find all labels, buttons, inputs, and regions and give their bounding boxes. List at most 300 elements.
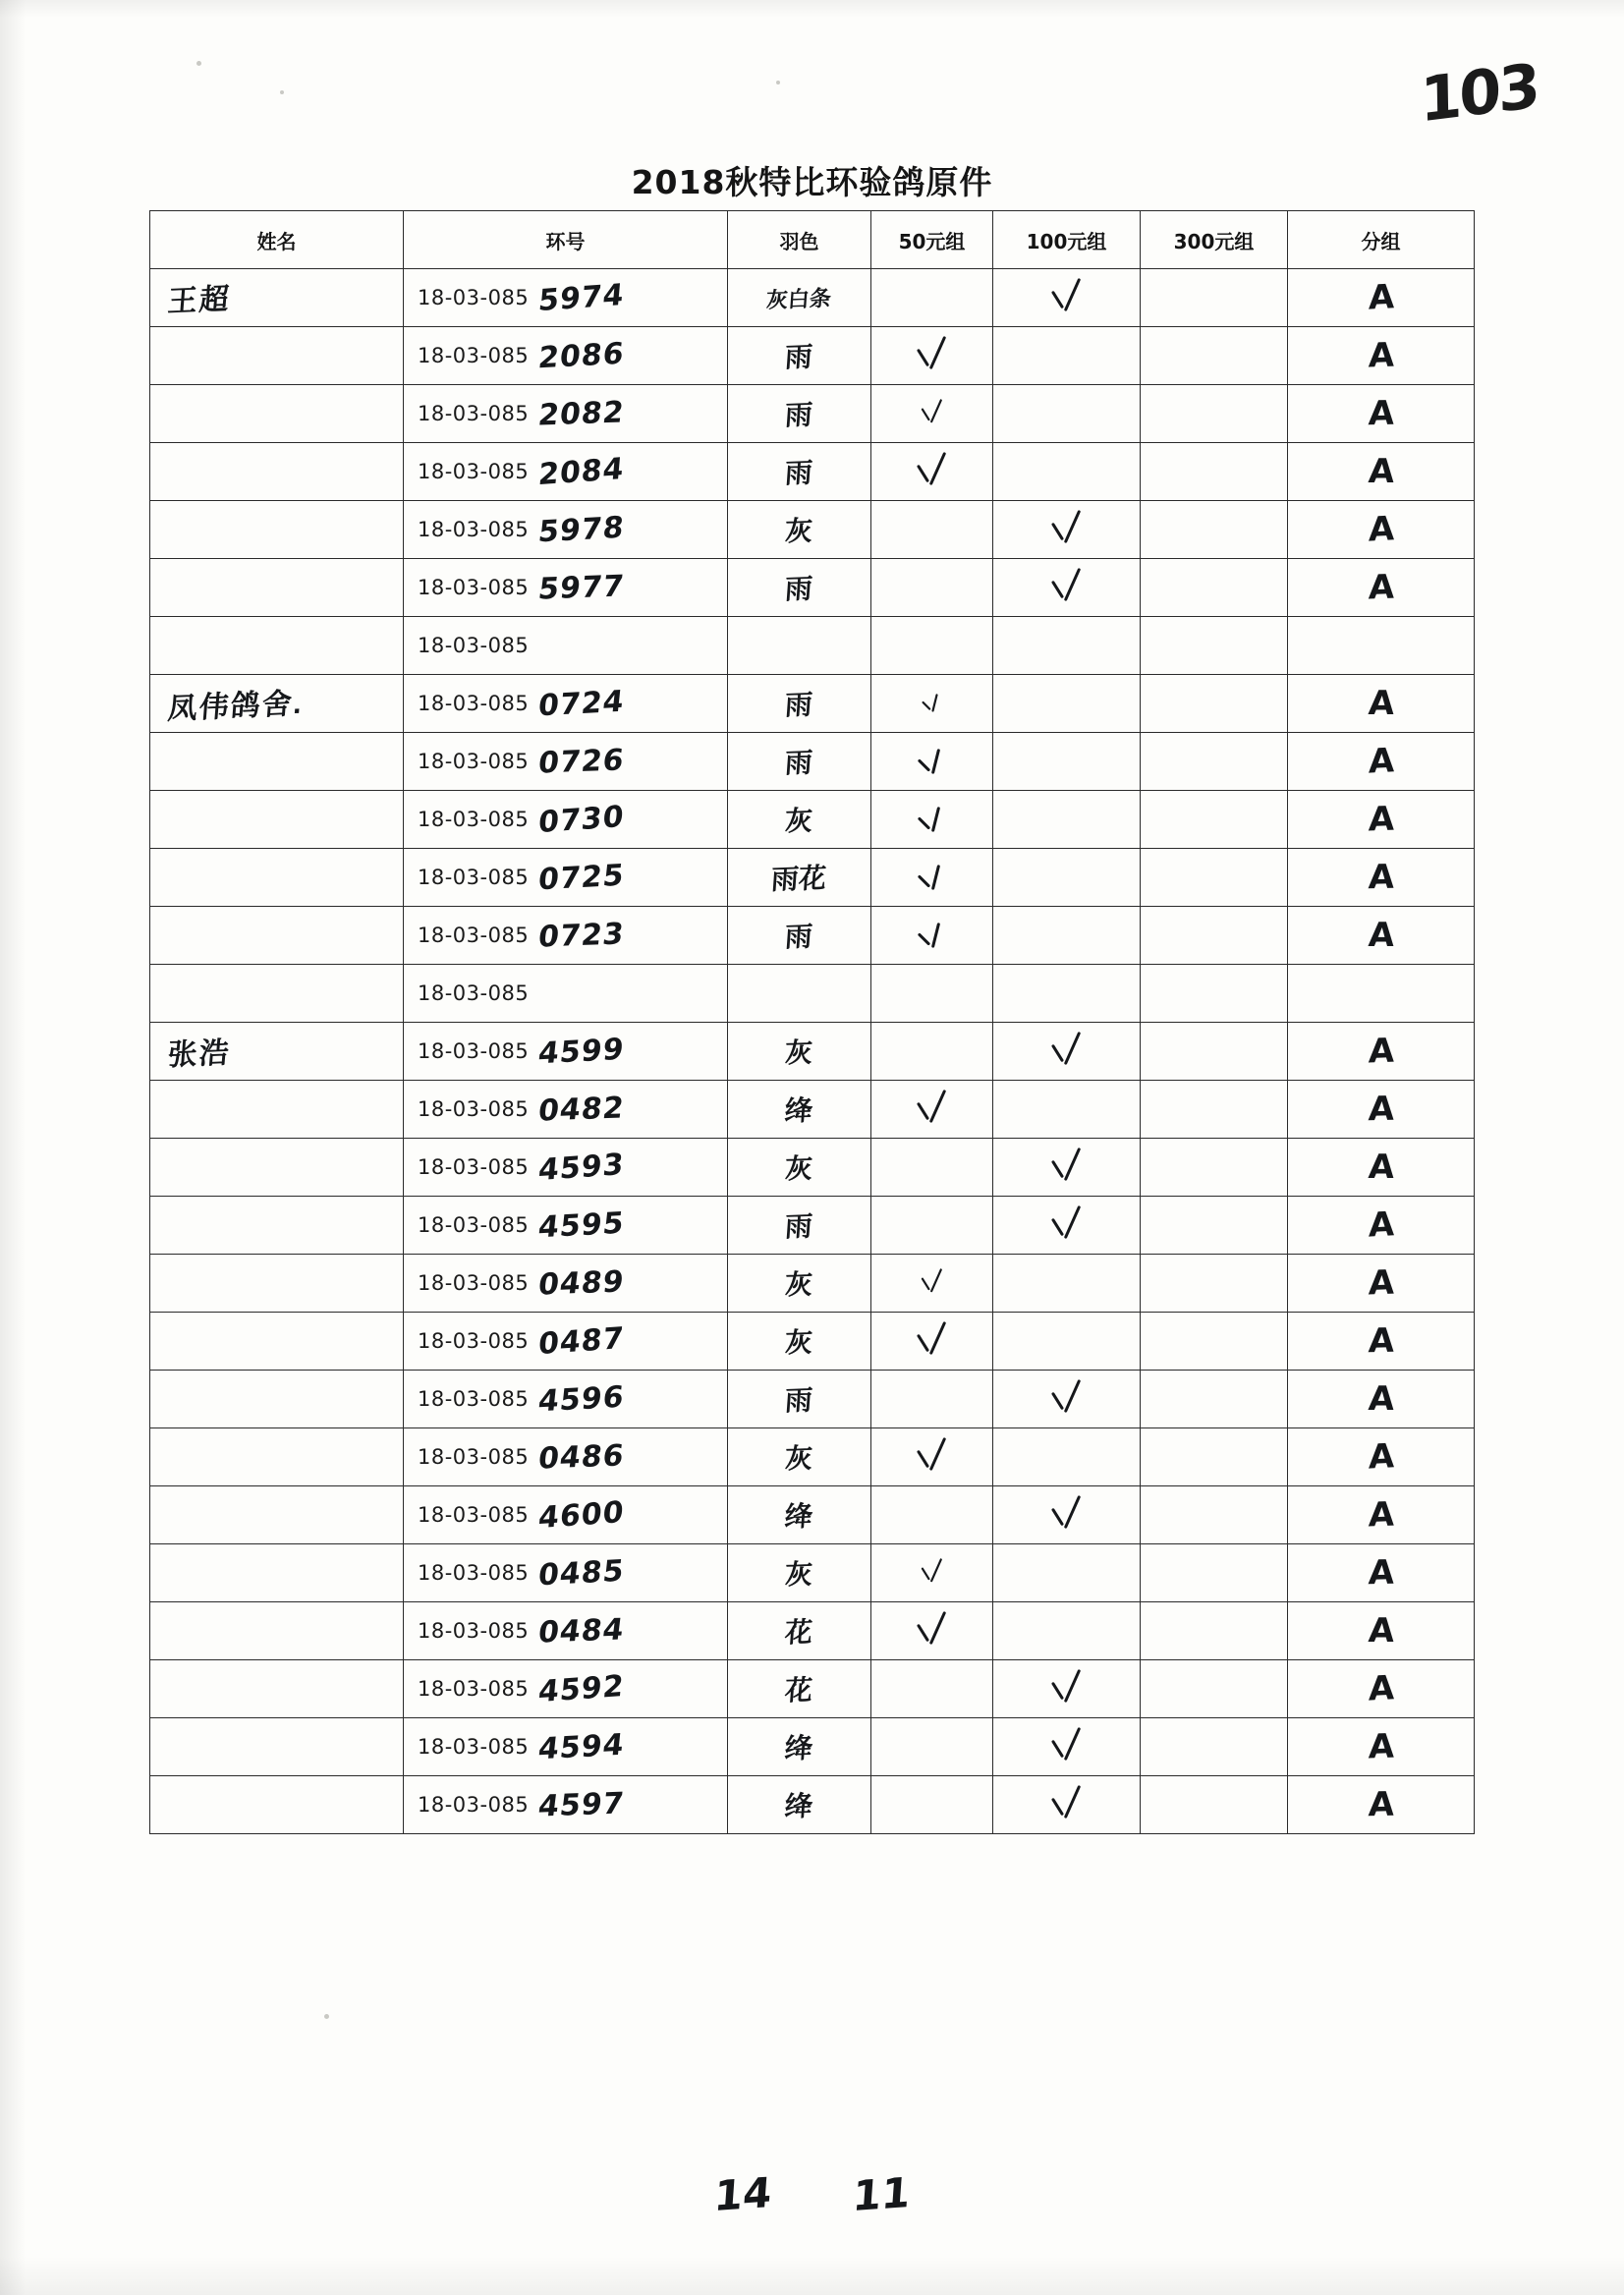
- cell-check-300: [1141, 1428, 1288, 1486]
- cell-feather-color: [728, 1660, 871, 1718]
- ring-serial-text: 4596: [536, 1379, 627, 1419]
- cell-check-300: [1141, 965, 1288, 1023]
- cell-check-100: [993, 1602, 1141, 1660]
- grouping-text: A: [1368, 741, 1393, 782]
- table-row: [150, 559, 1475, 617]
- feather-color-text: 花: [784, 1616, 814, 1649]
- page-title: 2018秋特比环验鸽原件: [631, 163, 993, 201]
- cell-feather-color: [728, 269, 871, 327]
- cell-grouping: [1288, 1197, 1475, 1255]
- cell-check-100: [993, 1313, 1141, 1371]
- grouping-text: A: [1368, 1436, 1393, 1478]
- cell-check-100: [993, 733, 1141, 791]
- grouping-text: A: [1368, 1668, 1393, 1709]
- table-row: [150, 617, 1475, 675]
- cell-check-50: [871, 385, 993, 443]
- cell-feather-color: [728, 1602, 871, 1660]
- footer-count-2: 11: [851, 2167, 912, 2221]
- cell-owner-name: [150, 617, 404, 675]
- ring-serial-text: 5974: [536, 277, 627, 318]
- table-row: [150, 965, 1475, 1023]
- ring-prefix-text: 18-03-085: [418, 808, 530, 831]
- checkmark-icon: [1045, 1667, 1089, 1707]
- ring-serial-text: 2082: [536, 394, 627, 433]
- table-row: [150, 1081, 1475, 1139]
- ring-serial-text: 2086: [536, 336, 627, 375]
- ring-prefix-text: 18-03-085: [418, 1155, 530, 1179]
- ring-serial-text: 0486: [536, 1437, 627, 1477]
- feather-color-text: 灰: [784, 515, 814, 547]
- ring-serial-text: 5978: [536, 510, 627, 549]
- feather-color-text: 灰: [784, 1152, 814, 1185]
- checkmark-icon: [1045, 566, 1089, 605]
- scan-speck: [280, 90, 284, 94]
- cell-feather-color: [728, 1081, 871, 1139]
- feather-color-text: 灰白条: [765, 285, 833, 313]
- cell-check-100: [993, 1660, 1141, 1718]
- cell-check-300: [1141, 1313, 1288, 1371]
- cell-check-300: [1141, 1139, 1288, 1197]
- grouping-text: A: [1367, 916, 1395, 955]
- cell-owner-name: [150, 1023, 404, 1081]
- cell-grouping: [1288, 1544, 1475, 1602]
- grouping-text: A: [1368, 1726, 1394, 1767]
- ring-serial-text: 0725: [536, 858, 627, 897]
- owner-name-text: 王超: [166, 283, 232, 319]
- cell-feather-color: [728, 1197, 871, 1255]
- cell-ring-number: [404, 1602, 728, 1660]
- checkmark-icon: [911, 914, 954, 953]
- checkmark-icon: [917, 1267, 948, 1296]
- cell-feather-color: [728, 733, 871, 791]
- table-row: [150, 1023, 1475, 1081]
- cell-check-50: [871, 1313, 993, 1371]
- ring-serial-text: 0487: [536, 1320, 627, 1362]
- owner-name-text: 凤伟鸽舍.: [166, 687, 306, 726]
- cell-grouping: [1288, 1139, 1475, 1197]
- cell-grouping: [1288, 617, 1475, 675]
- cell-ring-number: [404, 269, 728, 327]
- grouping-text: A: [1368, 1494, 1394, 1536]
- grouping-text: A: [1368, 1320, 1394, 1362]
- ring-serial-text: 0730: [536, 799, 627, 840]
- cell-feather-color: [728, 501, 871, 559]
- footer-count-1: 14: [712, 2167, 773, 2221]
- cell-grouping: [1288, 1313, 1475, 1371]
- table-row: [150, 1544, 1475, 1602]
- cell-ring-number: [404, 385, 728, 443]
- cell-check-100: [993, 1255, 1141, 1313]
- cell-feather-color: [728, 675, 871, 733]
- ring-prefix-text: 18-03-085: [418, 1677, 530, 1701]
- cell-owner-name: [150, 327, 404, 385]
- cell-check-100: [993, 965, 1141, 1023]
- cell-owner-name: [150, 1197, 404, 1255]
- cell-check-300: [1141, 327, 1288, 385]
- cell-check-100: [993, 1486, 1141, 1544]
- checkmark-icon: [911, 1319, 954, 1359]
- cell-check-100: [993, 385, 1141, 443]
- feather-color-text: 花: [784, 1674, 814, 1707]
- feather-color-text: 灰: [784, 1326, 814, 1359]
- cell-check-50: [871, 617, 993, 675]
- ring-serial-text: 0485: [536, 1553, 627, 1593]
- feather-color-text: 绛: [784, 1790, 814, 1822]
- cell-check-300: [1141, 1544, 1288, 1602]
- grouping-text: A: [1368, 799, 1394, 840]
- ring-serial-text: 0726: [536, 742, 627, 781]
- cell-ring-number: [404, 559, 728, 617]
- ring-prefix-text: 18-03-085: [418, 1445, 530, 1469]
- cell-feather-color: [728, 791, 871, 849]
- cell-check-300: [1141, 675, 1288, 733]
- cell-ring-number: [404, 1428, 728, 1486]
- feather-color-text: 雨: [784, 1210, 814, 1243]
- cell-check-50: [871, 965, 993, 1023]
- cell-check-100: [993, 1428, 1141, 1486]
- ring-prefix-text: 18-03-085: [418, 1793, 530, 1817]
- table-row: [150, 1486, 1475, 1544]
- cell-feather-color: [728, 1486, 871, 1544]
- checkmark-icon: [911, 798, 954, 837]
- cell-feather-color: [728, 327, 871, 385]
- feather-color-text: 雨: [784, 457, 814, 489]
- grouping-text: A: [1368, 509, 1393, 550]
- ring-serial-text: 4597: [536, 1785, 627, 1824]
- table-row: [150, 1428, 1475, 1486]
- cell-owner-name: [150, 1486, 404, 1544]
- ring-prefix-text: 18-03-085: [418, 1039, 530, 1063]
- cell-ring-number: [404, 1660, 728, 1718]
- ring-prefix-text: 18-03-085: [418, 286, 530, 309]
- cell-grouping: [1288, 849, 1475, 907]
- cell-grouping: [1288, 1371, 1475, 1428]
- feather-color-text: 雨: [784, 921, 814, 953]
- cell-feather-color: [728, 1776, 871, 1834]
- table-row: [150, 1776, 1475, 1834]
- ring-prefix-text: 18-03-085: [418, 344, 530, 367]
- cell-check-300: [1141, 791, 1288, 849]
- cell-ring-number: [404, 733, 728, 791]
- feather-color-text: 绛: [784, 1500, 814, 1533]
- grouping-text: A: [1367, 1379, 1395, 1419]
- cell-ring-number: [404, 327, 728, 385]
- cell-owner-name: [150, 1660, 404, 1718]
- feather-color-text: 绛: [784, 1732, 814, 1764]
- cell-owner-name: [150, 559, 404, 617]
- cell-grouping: [1288, 1023, 1475, 1081]
- feather-color-text: 灰: [784, 1036, 814, 1069]
- ring-prefix-text: 18-03-085: [418, 518, 530, 541]
- grouping-text: A: [1367, 1611, 1395, 1651]
- cell-check-50: [871, 1602, 993, 1660]
- scan-shadow-bottom: [0, 2256, 1624, 2295]
- cell-grouping: [1288, 269, 1475, 327]
- cell-ring-number: [404, 965, 728, 1023]
- header-feather-color: 羽色: [728, 211, 871, 269]
- cell-check-50: [871, 327, 993, 385]
- checkmark-icon: [1045, 1203, 1089, 1243]
- feather-color-text: 雨: [784, 689, 814, 721]
- cell-ring-number: [404, 791, 728, 849]
- ring-serial-text: 4594: [536, 1727, 627, 1766]
- cell-grouping: [1288, 1255, 1475, 1313]
- table-row: [150, 675, 1475, 733]
- cell-ring-number: [404, 1718, 728, 1776]
- cell-check-100: [993, 675, 1141, 733]
- ring-prefix-text: 18-03-085: [418, 692, 530, 715]
- cell-ring-number: [404, 675, 728, 733]
- table-row: [150, 791, 1475, 849]
- grouping-text: A: [1368, 1089, 1394, 1130]
- checkmark-icon: [917, 1557, 948, 1586]
- checkmark-icon: [911, 856, 954, 895]
- ring-prefix-text: 18-03-085: [418, 634, 530, 657]
- checkmark-icon: [1045, 1146, 1089, 1185]
- cell-feather-color: [728, 443, 871, 501]
- table-row: [150, 269, 1475, 327]
- cell-owner-name: [150, 1255, 404, 1313]
- ring-prefix-text: 18-03-085: [418, 866, 530, 889]
- scan-speck: [196, 61, 201, 66]
- table-row: [150, 1718, 1475, 1776]
- owner-name-text: 张浩: [166, 1036, 232, 1073]
- cell-check-50: [871, 1255, 993, 1313]
- cell-check-100: [993, 617, 1141, 675]
- feather-color-text: 雨: [784, 747, 814, 779]
- cell-owner-name: [150, 965, 404, 1023]
- header-grouping: 分组: [1288, 211, 1475, 269]
- table-row: [150, 327, 1475, 385]
- cell-feather-color: [728, 559, 871, 617]
- ring-serial-text: 0482: [536, 1090, 627, 1129]
- cell-check-50: [871, 1776, 993, 1834]
- checkmark-icon: [1045, 1783, 1089, 1822]
- cell-check-300: [1141, 617, 1288, 675]
- cell-ring-number: [404, 617, 728, 675]
- table-row: [150, 1660, 1475, 1718]
- cell-ring-number: [404, 1544, 728, 1602]
- header-name: 姓名: [150, 211, 404, 269]
- cell-check-50: [871, 1371, 993, 1428]
- cell-feather-color: [728, 385, 871, 443]
- cell-ring-number: [404, 1313, 728, 1371]
- cell-check-50: [871, 1139, 993, 1197]
- ring-prefix-text: 18-03-085: [418, 1561, 530, 1585]
- checkmark-icon: [1045, 1493, 1089, 1533]
- cell-owner-name: [150, 675, 404, 733]
- cell-check-100: [993, 1371, 1141, 1428]
- table-row: [150, 1313, 1475, 1371]
- feather-color-text: 雨: [784, 573, 814, 605]
- checkmark-icon: [1045, 1377, 1089, 1417]
- footer-counts: [0, 2167, 1624, 2221]
- ring-prefix-text: 18-03-085: [418, 576, 530, 599]
- cell-owner-name: [150, 1313, 404, 1371]
- cell-ring-number: [404, 907, 728, 965]
- cell-check-300: [1141, 501, 1288, 559]
- grouping-text: A: [1368, 857, 1394, 898]
- cell-owner-name: [150, 1081, 404, 1139]
- cell-ring-number: [404, 1776, 728, 1834]
- scan-shadow-top: [0, 0, 1624, 18]
- cell-check-300: [1141, 849, 1288, 907]
- table-row: [150, 501, 1475, 559]
- cell-ring-number: [404, 1023, 728, 1081]
- table-row: [150, 1255, 1475, 1313]
- cell-check-100: [993, 1718, 1141, 1776]
- cell-grouping: [1288, 907, 1475, 965]
- cell-owner-name: [150, 1139, 404, 1197]
- cell-feather-color: [728, 1718, 871, 1776]
- cell-owner-name: [150, 1428, 404, 1486]
- cell-check-300: [1141, 1023, 1288, 1081]
- cell-grouping: [1288, 1660, 1475, 1718]
- checkmark-icon: [911, 740, 954, 779]
- cell-owner-name: [150, 1602, 404, 1660]
- grouping-text: A: [1368, 567, 1394, 608]
- cell-grouping: [1288, 733, 1475, 791]
- cell-check-50: [871, 733, 993, 791]
- cell-check-50: [871, 1486, 993, 1544]
- table-row: [150, 1197, 1475, 1255]
- cell-ring-number: [404, 1255, 728, 1313]
- ring-prefix-text: 18-03-085: [418, 1503, 530, 1527]
- cell-check-100: [993, 1023, 1141, 1081]
- checkmark-icon: [911, 1609, 954, 1649]
- checkmark-icon: [911, 334, 954, 373]
- cell-owner-name: [150, 1776, 404, 1834]
- feather-color-text: 雨: [784, 341, 814, 373]
- table-row: [150, 385, 1475, 443]
- cell-grouping: [1288, 1486, 1475, 1544]
- cell-grouping: [1288, 1602, 1475, 1660]
- cell-check-300: [1141, 1081, 1288, 1139]
- checkmark-icon: [911, 1435, 954, 1475]
- cell-check-50: [871, 1081, 993, 1139]
- cell-ring-number: [404, 443, 728, 501]
- ring-prefix-text: 18-03-085: [418, 1271, 530, 1295]
- grouping-text: A: [1367, 1148, 1395, 1187]
- cell-feather-color: [728, 1139, 871, 1197]
- cell-grouping: [1288, 675, 1475, 733]
- ring-serial-text: 5977: [536, 568, 627, 607]
- cell-check-300: [1141, 443, 1288, 501]
- table-header-row: [150, 211, 1475, 269]
- ring-serial-text: 4593: [536, 1147, 627, 1188]
- cell-check-50: [871, 1718, 993, 1776]
- checkmark-icon: [1045, 276, 1089, 315]
- feather-color-text: 灰: [784, 805, 814, 837]
- cell-check-50: [871, 1428, 993, 1486]
- feather-color-text: 雨: [784, 1384, 814, 1417]
- ring-prefix-text: 18-03-085: [418, 1329, 530, 1353]
- cell-owner-name: [150, 385, 404, 443]
- ring-prefix-text: 18-03-085: [418, 1619, 530, 1643]
- table-body: [150, 269, 1475, 1834]
- cell-grouping: [1288, 327, 1475, 385]
- cell-check-300: [1141, 1718, 1288, 1776]
- grouping-text: A: [1368, 335, 1394, 376]
- cell-check-100: [993, 1081, 1141, 1139]
- ring-prefix-text: 18-03-085: [418, 1097, 530, 1121]
- cell-grouping: [1288, 1081, 1475, 1139]
- cell-ring-number: [404, 1486, 728, 1544]
- grouping-text: A: [1368, 1784, 1394, 1825]
- checkmark-icon: [911, 1088, 954, 1127]
- ring-prefix-text: 18-03-085: [418, 1387, 530, 1411]
- table-row: [150, 907, 1475, 965]
- grouping-text: A: [1367, 452, 1395, 491]
- cell-check-100: [993, 443, 1141, 501]
- cell-check-300: [1141, 1602, 1288, 1660]
- checkmark-icon: [917, 688, 948, 716]
- cell-ring-number: [404, 849, 728, 907]
- cell-check-300: [1141, 269, 1288, 327]
- page-number: 103: [1419, 49, 1539, 137]
- grouping-text: A: [1368, 1031, 1394, 1072]
- cell-grouping: [1288, 1718, 1475, 1776]
- cell-owner-name: [150, 733, 404, 791]
- cell-owner-name: [150, 1371, 404, 1428]
- cell-grouping: [1288, 501, 1475, 559]
- cell-feather-color: [728, 1371, 871, 1428]
- cell-check-300: [1141, 559, 1288, 617]
- header-group-50: 50元组: [871, 211, 993, 269]
- cell-check-300: [1141, 1660, 1288, 1718]
- ring-prefix-text: 18-03-085: [418, 1735, 530, 1759]
- cell-grouping: [1288, 559, 1475, 617]
- cell-check-50: [871, 675, 993, 733]
- cell-check-100: [993, 269, 1141, 327]
- ring-prefix-text: 18-03-085: [418, 1213, 530, 1237]
- cell-feather-color: [728, 1023, 871, 1081]
- cell-owner-name: [150, 1544, 404, 1602]
- cell-check-300: [1141, 1776, 1288, 1834]
- cell-grouping: [1288, 385, 1475, 443]
- table-row: [150, 1602, 1475, 1660]
- pigeon-ring-table: [149, 210, 1475, 1834]
- grouping-text: A: [1367, 684, 1395, 723]
- cell-feather-color: [728, 849, 871, 907]
- cell-check-100: [993, 559, 1141, 617]
- feather-color-text: 灰: [784, 1442, 814, 1475]
- cell-check-50: [871, 849, 993, 907]
- ring-prefix-text: 18-03-085: [418, 924, 530, 947]
- grouping-text: A: [1368, 1552, 1394, 1594]
- ring-serial-text: 0484: [536, 1611, 627, 1651]
- scan-speck: [776, 81, 780, 84]
- cell-owner-name: [150, 849, 404, 907]
- ring-serial-text: 2084: [536, 451, 627, 492]
- cell-check-50: [871, 269, 993, 327]
- cell-check-100: [993, 327, 1141, 385]
- cell-check-50: [871, 1544, 993, 1602]
- ring-serial-text: 0723: [536, 916, 627, 955]
- header-group-100: 100元组: [993, 211, 1141, 269]
- cell-check-100: [993, 907, 1141, 965]
- cell-check-100: [993, 849, 1141, 907]
- cell-feather-color: [728, 965, 871, 1023]
- cell-check-300: [1141, 907, 1288, 965]
- feather-color-text: 灰: [784, 1558, 814, 1591]
- cell-grouping: [1288, 965, 1475, 1023]
- cell-check-50: [871, 1023, 993, 1081]
- cell-grouping: [1288, 1776, 1475, 1834]
- feather-color-text: 雨: [784, 399, 814, 431]
- table-row: [150, 849, 1475, 907]
- grouping-text: A: [1368, 1204, 1393, 1246]
